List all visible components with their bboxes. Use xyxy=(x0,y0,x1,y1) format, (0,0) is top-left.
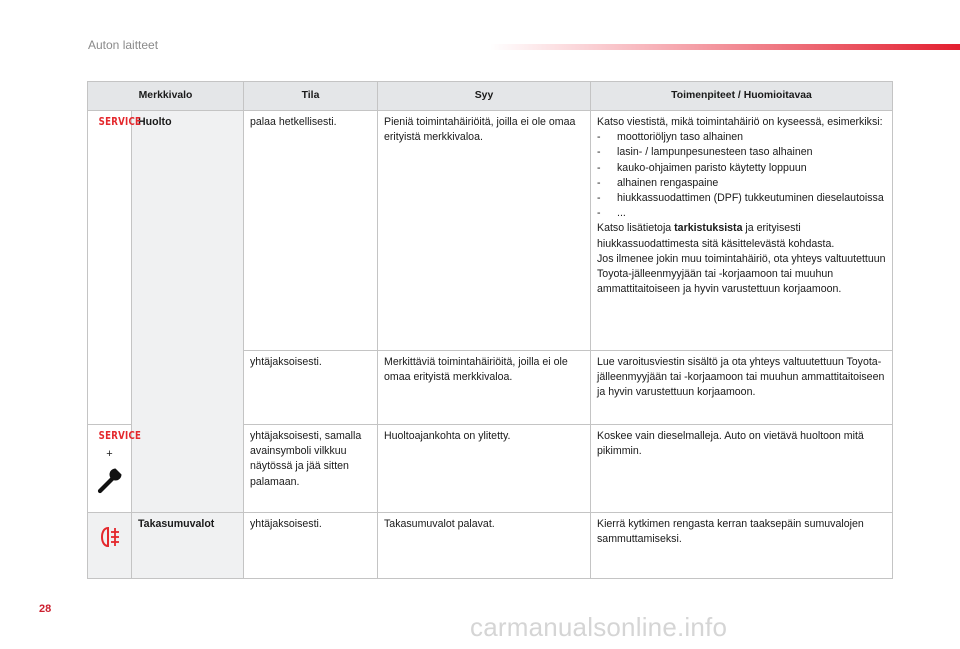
toimenpiteet-cell xyxy=(591,111,893,351)
syy-cell: Huoltoajankohta on ylitetty. xyxy=(378,425,591,513)
header-accent-bar xyxy=(490,44,960,50)
toimenpiteet-cell: Lue varoitusviestin sisältö ja ota yhteys valtuutettuun Toyota-jälleenmyyjään tai -korjaamoon tai muuhun ammattitaitoiseen ja hyvin varustettuun korjaamoon. xyxy=(591,351,893,425)
syy-cell: Pieniä toimintahäiriöitä, joilla ei ole omaa erityistä merkkivaloa. xyxy=(378,111,591,351)
see-also-link-text: tarkistuksista xyxy=(674,222,743,235)
warning-lights-table xyxy=(87,81,893,579)
rear-fog-lamp-icon xyxy=(96,525,124,549)
service-wrench-icon-cell xyxy=(88,425,142,513)
toimenpiteet-cell: Kierrä kytkimen rengasta kerran taaksepäin sumuvalojen sammuttamiseksi. xyxy=(591,513,893,579)
tila-cell: palaa hetkellisesti. xyxy=(244,111,378,351)
list-item: - ... xyxy=(597,206,886,221)
list-item: - alhainen rengaspaine xyxy=(597,176,886,191)
table-header-row xyxy=(88,82,893,111)
service-icon: SERVICE xyxy=(98,430,142,442)
plus-sign: + xyxy=(106,448,113,461)
column-header-merkkivalo: Merkkivalo xyxy=(88,82,244,111)
list-item: - lasin- / lampunpesunesteen taso alhainen xyxy=(597,145,886,160)
wrench-icon xyxy=(95,464,125,494)
warning-name-huolto: Huolto xyxy=(132,111,244,513)
other-fault-text: Jos ilmenee jokin muu toimintahäiriö, ota yhteys valtuutettuun Toyota-jälleenmyyjään tai -korjaamoon tai muuhun ammattitaitoiseen ja hyvin varustettuun korjaamoon. xyxy=(597,252,886,296)
examples-list xyxy=(597,130,886,221)
warning-name-takasumuvalot: Takasumuvalot xyxy=(132,513,244,579)
column-header-syy: Syy xyxy=(378,82,591,111)
service-icon-cell xyxy=(88,111,142,425)
actions-intro: Katso viestistä, mikä toimintahäiriö on kyseessä, esimerkiksi: xyxy=(597,116,883,128)
list-item: - hiukkassuodattimen (DPF) tukkeutuminen dieselautoissa xyxy=(597,191,886,206)
table-row xyxy=(88,111,893,351)
section-title: Auton laitteet xyxy=(88,38,159,52)
table-row xyxy=(88,513,893,579)
watermark: carmanualsonline.info xyxy=(470,612,728,642)
fog-lamp-icon-cell xyxy=(88,513,132,579)
see-also-suffix: ja erityisesti hiukkassuodattimesta sitä käsittelevästä kohdasta. xyxy=(597,222,835,250)
list-item: - kauko-ohjaimen paristo käytetty loppuun xyxy=(597,161,886,176)
service-icon: SERVICE xyxy=(98,116,142,128)
page-number: 28 xyxy=(39,603,52,615)
list-item: - moottoriöljyn taso alhainen xyxy=(597,130,886,145)
tila-cell: yhtäjaksoisesti, samalla avainsymboli vilkkuu näytössä ja jää sitten palamaan. xyxy=(244,425,378,513)
column-header-toimenpiteet: Toimenpiteet / Huomioitavaa xyxy=(591,82,893,111)
toimenpiteet-cell: Koskee vain dieselmalleja. Auto on vietävä huoltoon mitä pikimmin. xyxy=(591,425,893,513)
syy-cell: Takasumuvalot palavat. xyxy=(378,513,591,579)
column-header-tila: Tila xyxy=(244,82,378,111)
see-also-prefix: Katso lisätietoja xyxy=(597,222,675,235)
tila-cell: yhtäjaksoisesti. xyxy=(244,351,378,425)
see-also-text xyxy=(597,221,886,251)
syy-cell: Merkittäviä toimintahäiriöitä, joilla ei ole omaa erityistä merkkivaloa. xyxy=(378,351,591,425)
tila-cell: yhtäjaksoisesti. xyxy=(244,513,378,579)
